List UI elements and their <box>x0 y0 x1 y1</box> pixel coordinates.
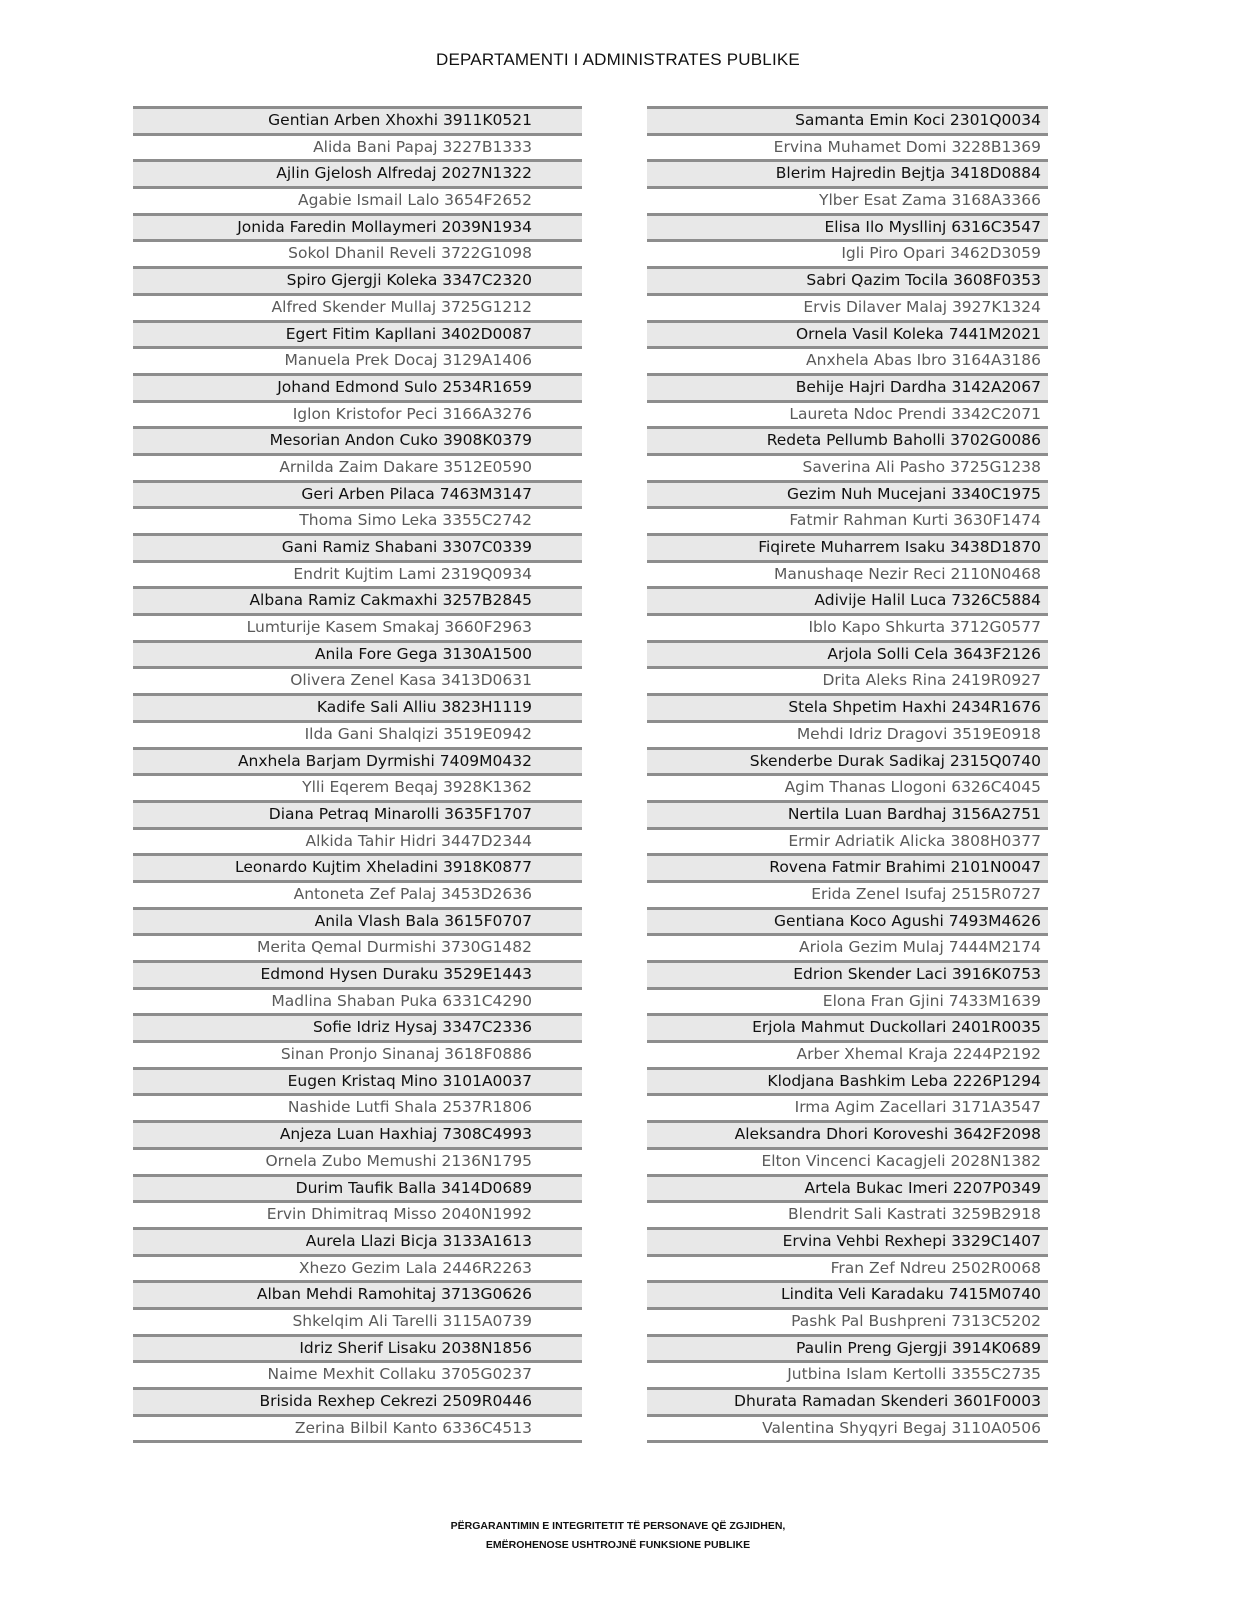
list-item: Arber Xhemal Kraja 2244P2192 <box>647 1040 1048 1067</box>
list-item: Elisa Ilo Mysllinj 6316C3547 <box>647 213 1048 240</box>
list-item: Ariola Gezim Mulaj 7444M2174 <box>647 933 1048 960</box>
right-name-list <box>647 106 1048 1443</box>
list-item: Sokol Dhanil Reveli 3722G1098 <box>133 239 582 266</box>
list-item: Dhurata Ramadan Skenderi 3601F0003 <box>647 1387 1048 1414</box>
list-item: Gentian Arben Xhoxhi 3911K0521 <box>133 106 582 133</box>
list-item: Elona Fran Gjini 7433M1639 <box>647 987 1048 1014</box>
page-title: DEPARTAMENTI I ADMINISTRATES PUBLIKE <box>436 50 800 69</box>
list-item: Iblo Kapo Shkurta 3712G0577 <box>647 613 1048 640</box>
list-item: Leonardo Kujtim Xheladini 3918K0877 <box>133 853 582 880</box>
list-item: Durim Taufik Balla 3414D0689 <box>133 1174 582 1201</box>
list-item: Laureta Ndoc Prendi 3342C2071 <box>647 400 1048 427</box>
list-item: Johand Edmond Sulo 2534R1659 <box>133 373 582 400</box>
list-item: Olivera Zenel Kasa 3413D0631 <box>133 666 582 693</box>
list-item: Xhezo Gezim Lala 2446R2263 <box>133 1254 582 1281</box>
footer <box>0 1517 1236 1555</box>
list-item: Ylli Eqerem Beqaj 3928K1362 <box>133 773 582 800</box>
list-item: Ajlin Gjelosh Alfredaj 2027N1322 <box>133 159 582 186</box>
list-item: Brisida Rexhep Cekrezi 2509R0446 <box>133 1387 582 1414</box>
list-item: Nashide Lutfi Shala 2537R1806 <box>133 1093 582 1120</box>
list-item: Eugen Kristaq Mino 3101A0037 <box>133 1067 582 1094</box>
list-item: Antoneta Zef Palaj 3453D2636 <box>133 880 582 907</box>
list-item: Jutbina Islam Kertolli 3355C2735 <box>647 1360 1048 1387</box>
list-item: Sofie Idriz Hysaj 3347C2336 <box>133 1013 582 1040</box>
list-item: Thoma Simo Leka 3355C2742 <box>133 506 582 533</box>
divider <box>133 1440 582 1443</box>
list-item: Ilda Gani Shalqizi 3519E0942 <box>133 720 582 747</box>
list-item: Ornela Zubo Memushi 2136N1795 <box>133 1147 582 1174</box>
list-item: Manuela Prek Docaj 3129A1406 <box>133 346 582 373</box>
list-item: Gani Ramiz Shabani 3307C0339 <box>133 533 582 560</box>
list-item: Edrion Skender Laci 3916K0753 <box>647 960 1048 987</box>
divider <box>647 1440 1048 1443</box>
list-item: Erjola Mahmut Duckollari 2401R0035 <box>647 1013 1048 1040</box>
list-item: Endrit Kujtim Lami 2319Q0934 <box>133 560 582 587</box>
list-item: Zerina Bilbil Kanto 6336C4513 <box>133 1414 582 1441</box>
list-item: Nertila Luan Bardhaj 3156A2751 <box>647 800 1048 827</box>
list-item: Alfred Skender Mullaj 3725G1212 <box>133 293 582 320</box>
list-item: Igli Piro Opari 3462D3059 <box>647 239 1048 266</box>
list-item: Ervina Vehbi Rexhepi 3329C1407 <box>647 1227 1048 1254</box>
list-item: Irma Agim Zacellari 3171A3547 <box>647 1093 1048 1120</box>
list-item: Lindita Veli Karadaku 7415M0740 <box>647 1280 1048 1307</box>
list-item: Pashk Pal Bushpreni 7313C5202 <box>647 1307 1048 1334</box>
list-item: Alida Bani Papaj 3227B1333 <box>133 133 582 160</box>
footer-line-1: PËRGARANTIMIN E INTEGRITETIT TË PERSONAVE QË ZGJIDHEN, <box>450 1520 786 1532</box>
list-item: Valentina Shyqyri Begaj 3110A0506 <box>647 1414 1048 1441</box>
list-item: Blerim Hajredin Bejtja 3418D0884 <box>647 159 1048 186</box>
list-item: Merita Qemal Durmishi 3730G1482 <box>133 933 582 960</box>
list-item: Skenderbe Durak Sadikaj 2315Q0740 <box>647 747 1048 774</box>
list-item: Ervis Dilaver Malaj 3927K1324 <box>647 293 1048 320</box>
list-item: Gentiana Koco Agushi 7493M4626 <box>647 907 1048 934</box>
list-item: Fiqirete Muharrem Isaku 3438D1870 <box>647 533 1048 560</box>
list-item: Aleksandra Dhori Koroveshi 3642F2098 <box>647 1120 1048 1147</box>
list-item: Anxhela Abas Ibro 3164A3186 <box>647 346 1048 373</box>
list-item: Diana Petraq Minarolli 3635F1707 <box>133 800 582 827</box>
list-item: Ylber Esat Zama 3168A3366 <box>647 186 1048 213</box>
list-item: Anila Vlash Bala 3615F0707 <box>133 907 582 934</box>
list-item: Agabie Ismail Lalo 3654F2652 <box>133 186 582 213</box>
list-item: Mehdi Idriz Dragovi 3519E0918 <box>647 720 1048 747</box>
list-item: Mesorian Andon Cuko 3908K0379 <box>133 426 582 453</box>
list-item: Egert Fitim Kapllani 3402D0087 <box>133 320 582 347</box>
list-item: Ervin Dhimitraq Misso 2040N1992 <box>133 1200 582 1227</box>
list-item: Edmond Hysen Duraku 3529E1443 <box>133 960 582 987</box>
list-item: Sabri Qazim Tocila 3608F0353 <box>647 266 1048 293</box>
list-item: Iglon Kristofor Peci 3166A3276 <box>133 400 582 427</box>
list-item: Stela Shpetim Haxhi 2434R1676 <box>647 693 1048 720</box>
list-item: Arnilda Zaim Dakare 3512E0590 <box>133 453 582 480</box>
list-item: Manushaqe Nezir Reci 2110N0468 <box>647 560 1048 587</box>
list-item: Fran Zef Ndreu 2502R0068 <box>647 1254 1048 1281</box>
list-item: Blendrit Sali Kastrati 3259B2918 <box>647 1200 1048 1227</box>
list-item: Gezim Nuh Mucejani 3340C1975 <box>647 480 1048 507</box>
list-item: Ervina Muhamet Domi 3228B1369 <box>647 133 1048 160</box>
left-name-list <box>133 106 582 1443</box>
list-item: Redeta Pellumb Baholli 3702G0086 <box>647 426 1048 453</box>
list-item: Jonida Faredin Mollaymeri 2039N1934 <box>133 213 582 240</box>
list-item: Sinan Pronjo Sinanaj 3618F0886 <box>133 1040 582 1067</box>
list-item: Alban Mehdi Ramohitaj 3713G0626 <box>133 1280 582 1307</box>
list-item: Erida Zenel Isufaj 2515R0727 <box>647 880 1048 907</box>
list-item: Albana Ramiz Cakmaxhi 3257B2845 <box>133 586 582 613</box>
footer-line-2: EMËROHENOSE USHTROJNË FUNKSIONE PUBLIKE <box>485 1539 751 1551</box>
list-item: Paulin Preng Gjergji 3914K0689 <box>647 1334 1048 1361</box>
list-item: Drita Aleks Rina 2419R0927 <box>647 666 1048 693</box>
list-item: Anjeza Luan Haxhiaj 7308C4993 <box>133 1120 582 1147</box>
list-item: Naime Mexhit Collaku 3705G0237 <box>133 1360 582 1387</box>
list-item: Kadife Sali Alliu 3823H1119 <box>133 693 582 720</box>
list-item: Fatmir Rahman Kurti 3630F1474 <box>647 506 1048 533</box>
list-item: Arjola Solli Cela 3643F2126 <box>647 640 1048 667</box>
list-item: Klodjana Bashkim Leba 2226P1294 <box>647 1067 1048 1094</box>
list-item: Adivije Halil Luca 7326C5884 <box>647 586 1048 613</box>
list-item: Artela Bukac Imeri 2207P0349 <box>647 1174 1048 1201</box>
list-item: Anxhela Barjam Dyrmishi 7409M0432 <box>133 747 582 774</box>
list-item: Aurela Llazi Bicja 3133A1613 <box>133 1227 582 1254</box>
list-item: Ermir Adriatik Alicka 3808H0377 <box>647 827 1048 854</box>
list-item: Elton Vincenci Kacagjeli 2028N1382 <box>647 1147 1048 1174</box>
list-item: Geri Arben Pilaca 7463M3147 <box>133 480 582 507</box>
list-item: Lumturije Kasem Smakaj 3660F2963 <box>133 613 582 640</box>
list-item: Samanta Emin Koci 2301Q0034 <box>647 106 1048 133</box>
list-item: Anila Fore Gega 3130A1500 <box>133 640 582 667</box>
list-item: Agim Thanas Llogoni 6326C4045 <box>647 773 1048 800</box>
list-item: Alkida Tahir Hidri 3447D2344 <box>133 827 582 854</box>
list-item: Ornela Vasil Koleka 7441M2021 <box>647 320 1048 347</box>
list-item: Idriz Sherif Lisaku 2038N1856 <box>133 1334 582 1361</box>
list-item: Spiro Gjergji Koleka 3347C2320 <box>133 266 582 293</box>
list-item: Shkelqim Ali Tarelli 3115A0739 <box>133 1307 582 1334</box>
list-item: Saverina Ali Pasho 3725G1238 <box>647 453 1048 480</box>
list-item: Rovena Fatmir Brahimi 2101N0047 <box>647 853 1048 880</box>
list-item: Madlina Shaban Puka 6331C4290 <box>133 987 582 1014</box>
list-item: Behije Hajri Dardha 3142A2067 <box>647 373 1048 400</box>
